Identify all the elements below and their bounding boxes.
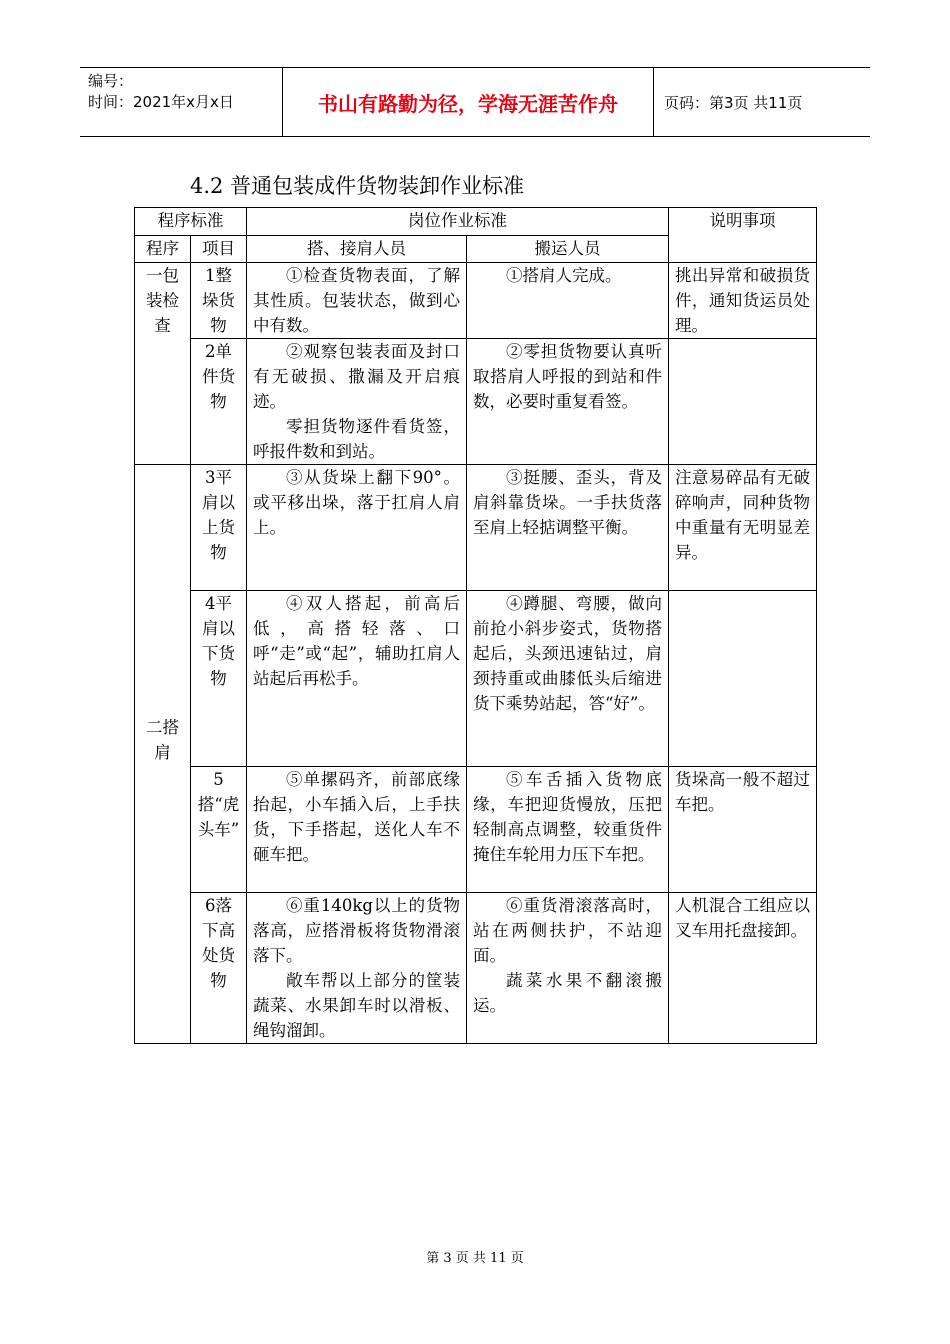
item-label: 5搭“虎头车” (191, 767, 247, 893)
header-procedure: 程序 (135, 236, 191, 263)
page-number: 第 3 页 共 11 页 (426, 1251, 524, 1266)
table-row (135, 767, 817, 893)
header-carrier-staff: 搬运人员 (467, 236, 669, 263)
header-procedure-standard: 程序标准 (135, 208, 247, 236)
note-text: 货垛高一般不超过车把。 (669, 767, 817, 893)
shoulder-text: ④双人搭起，前高后低，高搭轻落、口呼“走”或“起”，辅助扛肩人站起后再松手。 (253, 594, 460, 688)
item-label: 1整垛货物 (191, 263, 247, 339)
note-text: 挑出异常和破损货件，通知货运员处理。 (669, 263, 817, 339)
header-shoulder-staff: 搭、接肩人员 (247, 236, 467, 263)
shoulder-text-extra: 零担货物逐件看货签，呼报件数和到站。 (253, 417, 460, 461)
carrier-text: ③挺腰、歪头，背及肩斜靠货垛。一手扶货落至肩上轻掂调整平衡。 (473, 468, 662, 537)
shoulder-text: ①检查货物表面，了解其性质。包装状态，做到心中有数。 (253, 266, 460, 335)
table-row (135, 893, 817, 1044)
group-label: 二搭肩 (135, 465, 191, 1044)
standards-table (134, 207, 817, 1044)
shoulder-text: ⑤单摞码齐，前部底缘抬起，小车插入后，上手扶货，下手搭起，送化人车不砸车把。 (253, 770, 460, 864)
header-job-standard: 岗位作业标准 (247, 208, 669, 236)
carrier-text: ⑤车舌插入货物底缘，车把迎货慢放，压把轻制高点调整，较重货件掩住车轮用力压下车把。 (473, 770, 662, 864)
note-text (669, 591, 817, 767)
note-text: 人机混合工组应以叉车用托盘接卸。 (669, 893, 817, 1044)
shoulder-text: ⑥重140kg以上的货物落高，应搭滑板将货物滑滚落下。 (253, 896, 460, 965)
carrier-text: ①搭肩人完成。 (506, 266, 622, 285)
header-notes: 说明事项 (669, 208, 817, 263)
table-row (135, 339, 817, 465)
note-text (669, 339, 817, 465)
carrier-text: ⑥重货滑滚落高时，站在两侧扶护，不站迎面。 (473, 896, 662, 965)
item-label: 2单件货物 (191, 339, 247, 465)
carrier-text: ④蹲腿、弯腰，做向前抢小斜步姿式，货物搭起后，头颈迅速钻过，肩颈持重或曲膝低头后缩进货下乘势站起，答“好”。 (473, 594, 662, 713)
item-label: 3平肩以上货物 (191, 465, 247, 591)
doc-title: 4.2 普通包装成件货物装卸作业标准 (190, 174, 525, 198)
carrier-text-extra: 蔬菜水果不翻滚搬运。 (473, 971, 662, 1015)
header-item: 项目 (191, 236, 247, 263)
header-motto: 书山有路勤为径，学海无涯苦作舟 (282, 68, 654, 136)
table-row (135, 591, 817, 767)
header-page-info: 页码：第3页 共11页 (664, 93, 803, 112)
shoulder-text: ③从货垛上翻下90°。或平移出垛，落于扛肩人肩上。 (253, 468, 460, 537)
group-label: 一包装检查 (135, 263, 191, 465)
carrier-text: ②零担货物要认真听取搭肩人呼报的到站和件数，必要时重复看签。 (473, 342, 662, 411)
doc-number-label: 编号： (88, 72, 134, 90)
table-row (135, 263, 817, 339)
shoulder-text: ②观察包装表面及封口有无破损、撒漏及开启痕迹。 (253, 342, 460, 411)
page-header (80, 67, 870, 137)
header-left-cell (80, 68, 282, 136)
item-label: 6落下高处货物 (191, 893, 247, 1044)
shoulder-text-extra: 敞车帮以上部分的筐装蔬菜、水果卸车时以滑板、绳钩溜卸。 (253, 971, 460, 1040)
note-text: 注意易碎品有无破碎响声，同种货物中重量有无明显差异。 (669, 465, 817, 591)
table-row (135, 465, 817, 591)
item-label: 4平肩以下货物 (191, 591, 247, 767)
doc-date-label: 时间：2021年x月x日 (88, 93, 234, 111)
